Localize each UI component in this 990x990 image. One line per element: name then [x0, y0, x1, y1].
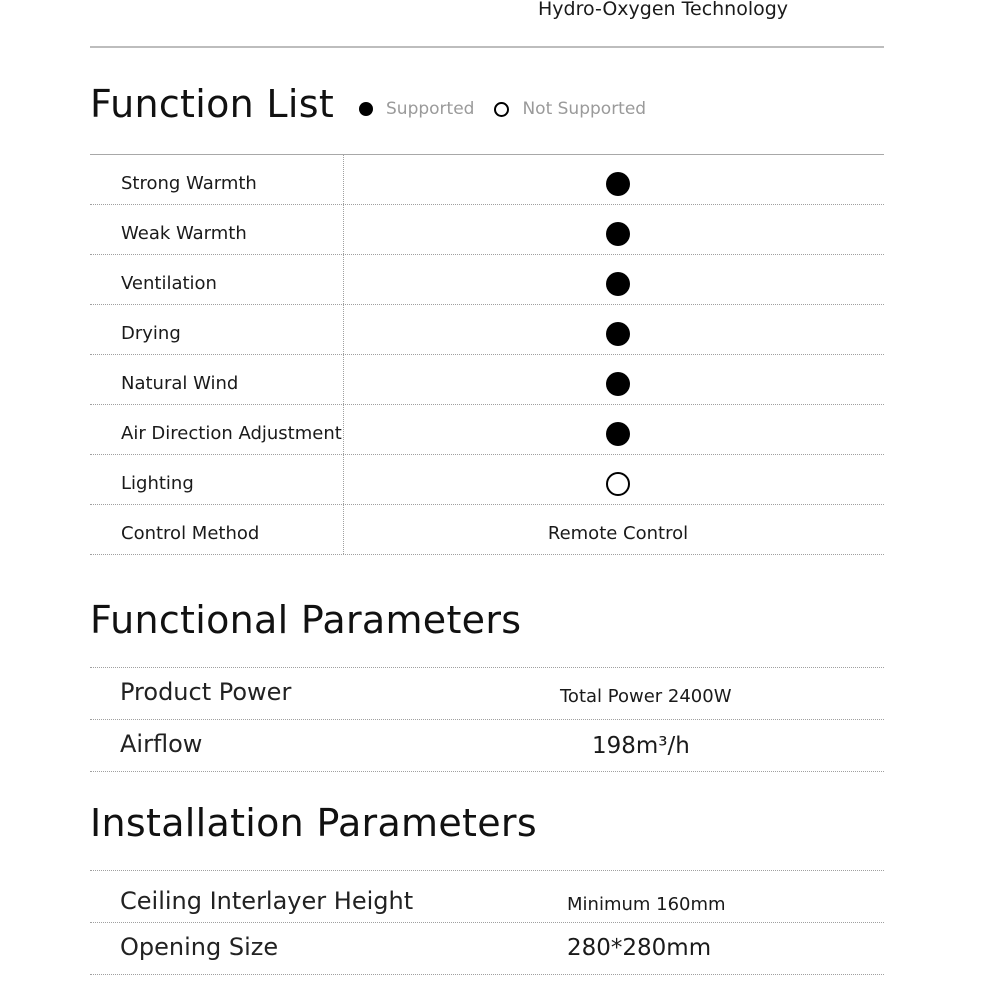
supported-icon [606, 422, 630, 446]
parameter-row [90, 720, 884, 772]
top-divider [90, 46, 884, 48]
functional-parameters-table [90, 667, 884, 772]
function-row [90, 205, 884, 255]
supported-icon [606, 172, 630, 196]
product-tagline: Hydro-Oxygen Technology [538, 0, 789, 20]
supported-icon [606, 322, 630, 346]
function-name: Drying [90, 305, 344, 354]
function-row [90, 405, 884, 455]
function-name: Air Direction Adjustment [90, 405, 344, 454]
parameter-name: Opening Size [120, 933, 279, 961]
installation-parameters-table [90, 870, 884, 975]
function-list-title: Function List [90, 82, 335, 126]
function-name: Control Method [90, 505, 344, 554]
hollow-circle-icon [494, 102, 509, 117]
function-name: Natural Wind [90, 355, 344, 404]
function-name: Strong Warmth [90, 155, 344, 204]
legend-not-supported-label: Not Supported [522, 99, 647, 119]
function-row [90, 505, 884, 555]
function-row [90, 455, 884, 505]
parameter-row [90, 668, 884, 720]
function-table [90, 154, 884, 555]
supported-icon [606, 372, 630, 396]
parameter-value: Total Power 2400W [560, 686, 732, 707]
control-method-value: Remote Control [547, 523, 689, 544]
legend [359, 99, 646, 119]
supported-icon [606, 272, 630, 296]
function-row [90, 305, 884, 355]
parameter-name: Product Power [120, 678, 292, 706]
parameter-row [90, 923, 884, 975]
parameter-name: Ceiling Interlayer Height [120, 887, 414, 915]
function-name: Weak Warmth [90, 205, 344, 254]
not-supported-icon [606, 472, 630, 496]
function-name: Ventilation [90, 255, 344, 304]
parameter-value: Minimum 160mm [567, 894, 726, 915]
parameter-value: 198m³/h [592, 733, 690, 759]
filled-circle-icon [359, 102, 373, 116]
parameter-name: Airflow [120, 730, 203, 758]
parameter-value: 280*280mm [567, 935, 712, 961]
supported-icon [606, 222, 630, 246]
function-row [90, 255, 884, 305]
function-row [90, 355, 884, 405]
function-row [90, 155, 884, 205]
functional-parameters-title: Functional Parameters [90, 598, 522, 642]
legend-supported-label: Supported [386, 99, 475, 119]
function-name: Lighting [90, 455, 344, 504]
installation-parameters-title: Installation Parameters [90, 801, 537, 845]
parameter-row [90, 871, 884, 923]
